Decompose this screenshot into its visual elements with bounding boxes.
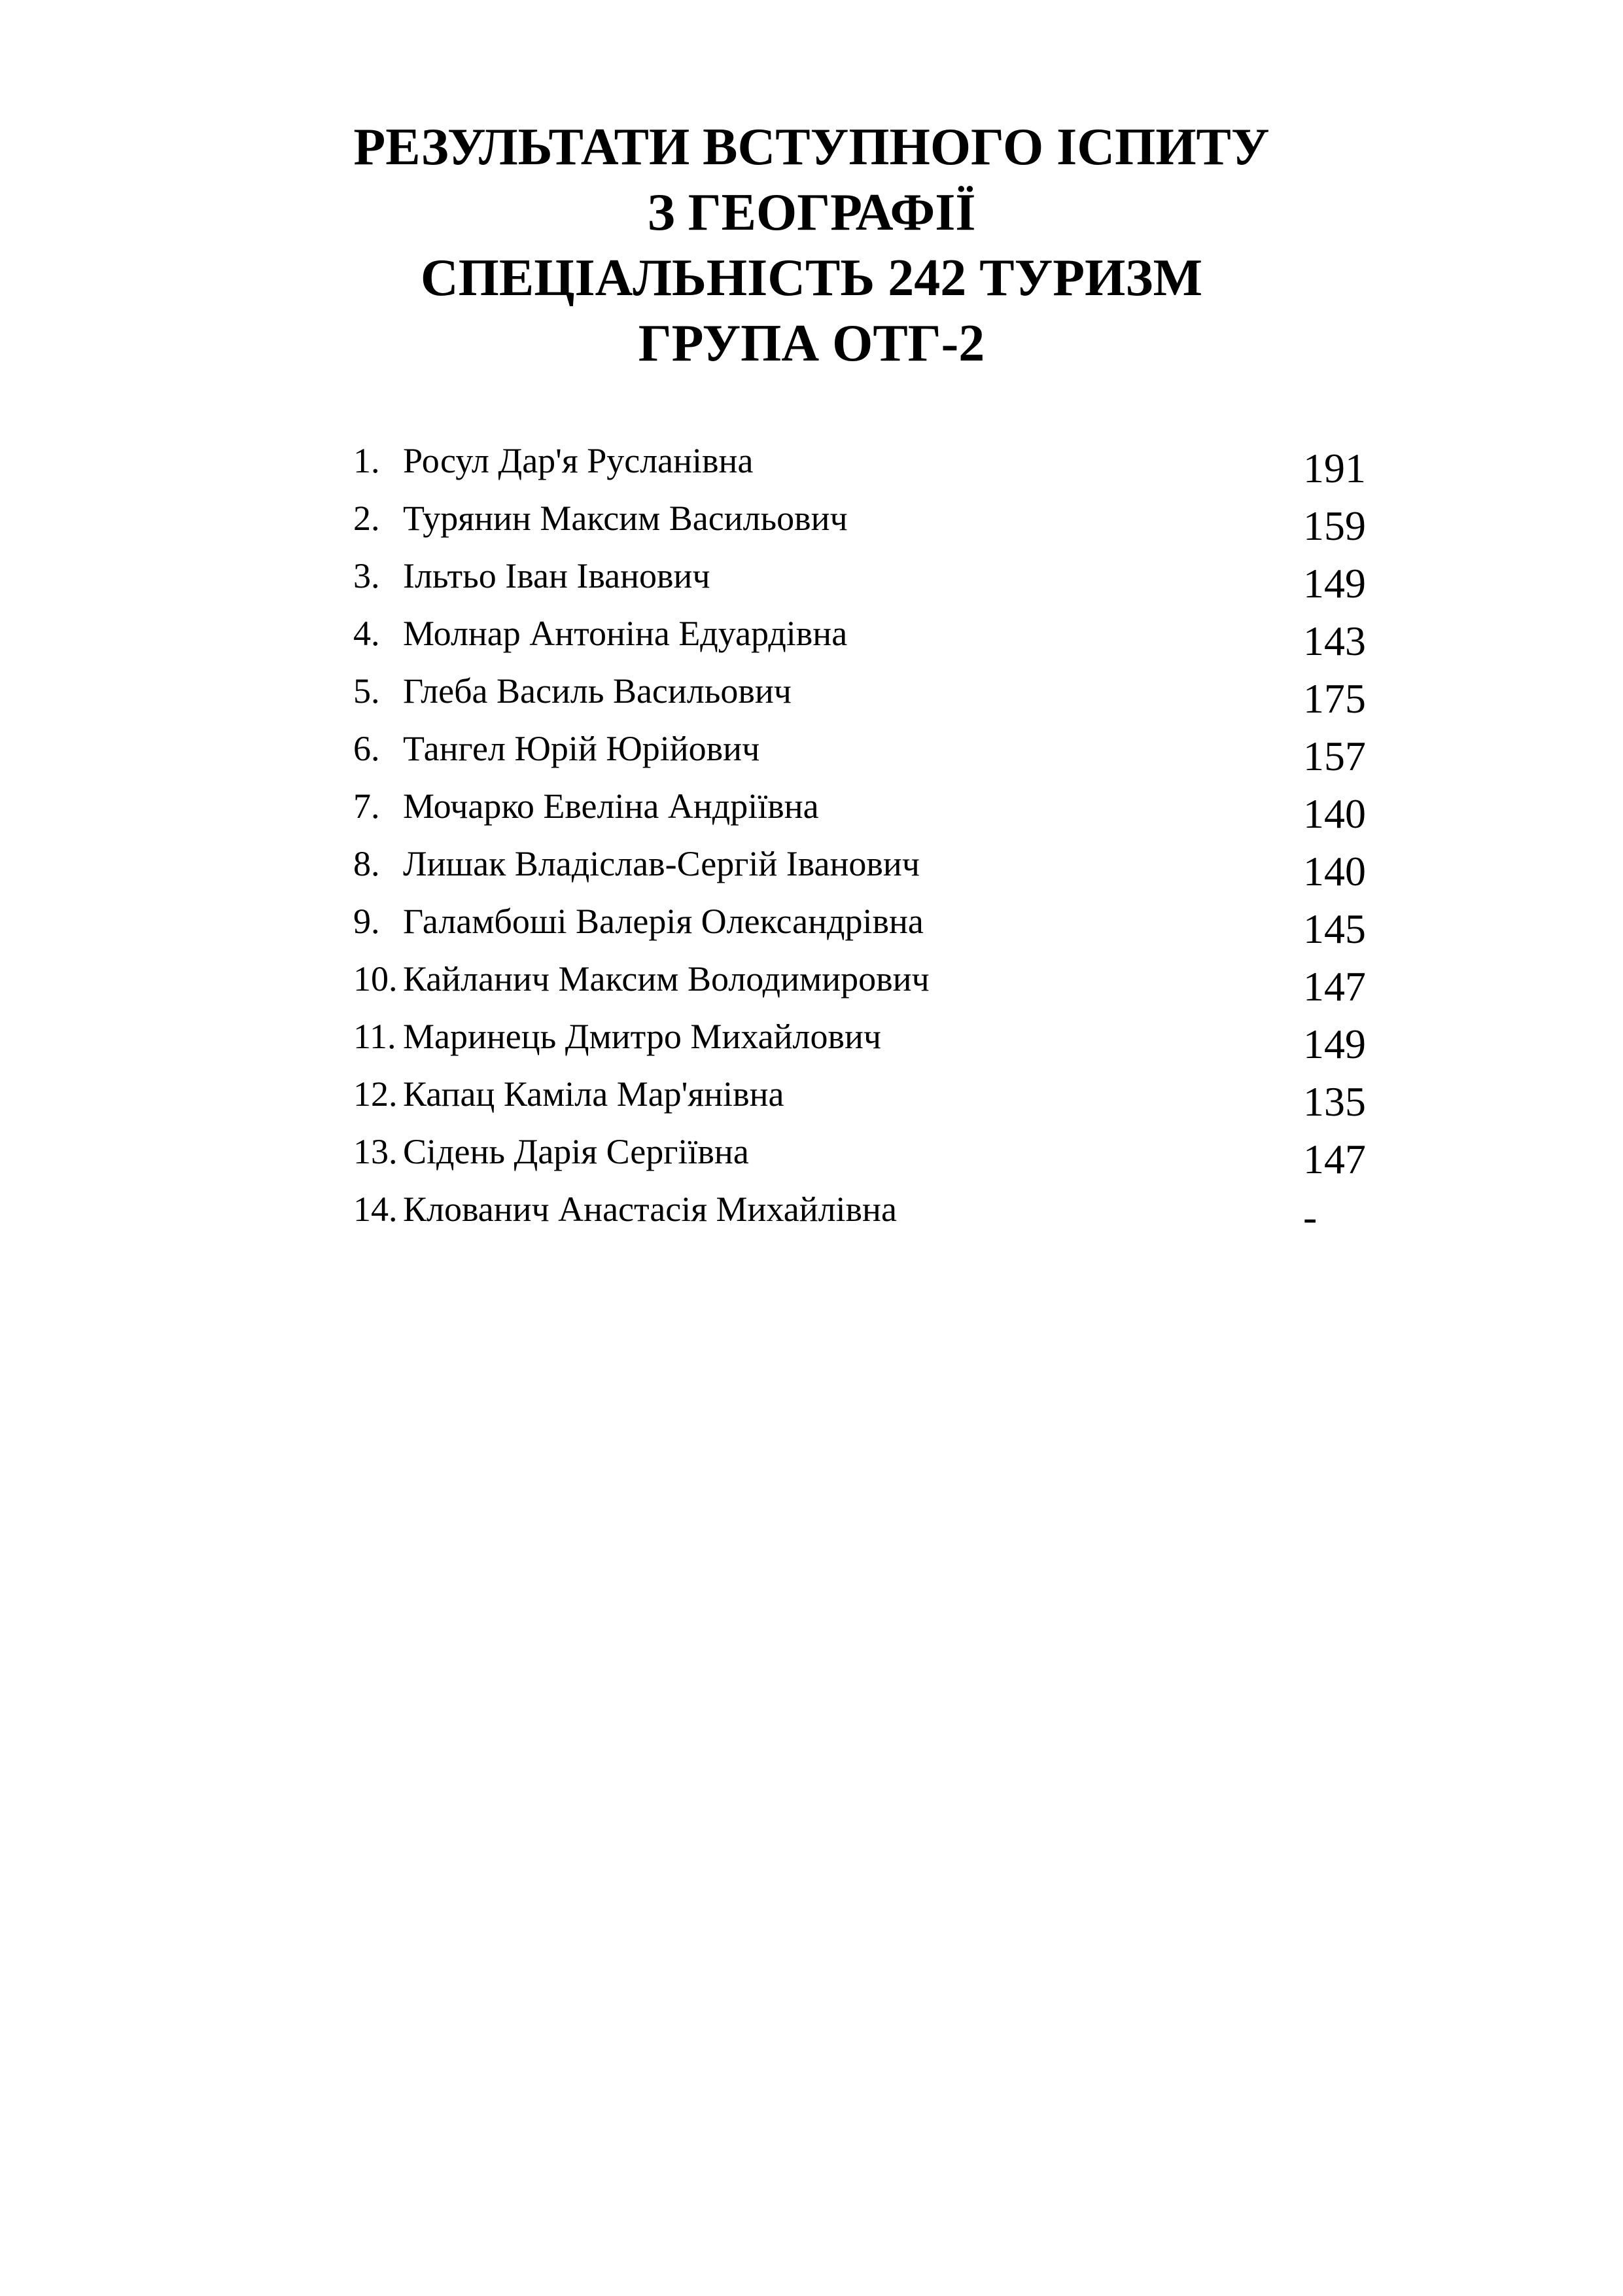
exam-score: 140 — [1303, 848, 1366, 894]
exam-score: 149 — [1303, 1021, 1366, 1067]
student-name: Кайланич Максим Володимирович — [403, 959, 930, 998]
title-line-2: З ГЕОГРАФІЇ — [647, 184, 976, 241]
result-row — [353, 835, 1374, 892]
result-row — [353, 432, 1374, 489]
student-name: Росул Дар'я Русланівна — [403, 441, 754, 480]
title-line-3: СПЕЦІАЛЬНІСТЬ 242 ТУРИЗМ — [420, 249, 1203, 307]
exam-score: 140 — [1303, 790, 1366, 837]
student-name: Мочарко Евеліна Андріївна — [403, 786, 819, 826]
row-number: 5. — [353, 671, 380, 711]
row-number: 10. — [353, 959, 398, 998]
result-row — [353, 489, 1374, 547]
row-number: 12. — [353, 1074, 398, 1114]
document-title — [0, 115, 1623, 376]
student-name: Сідень Дарія Сергіївна — [403, 1132, 749, 1171]
student-name: Маринець Дмитро Михайлович — [403, 1017, 882, 1056]
student-name: Тангел Юрій Юрійович — [403, 729, 760, 768]
exam-score: 147 — [1303, 963, 1366, 1010]
result-row — [353, 1180, 1374, 1238]
student-name: Молнар Антоніна Едуардівна — [403, 614, 848, 653]
row-number: 2. — [353, 499, 380, 538]
row-number: 11. — [353, 1017, 396, 1056]
exam-score: 143 — [1303, 618, 1366, 664]
result-row — [353, 720, 1374, 777]
student-name: Турянин Максим Васильович — [403, 499, 848, 538]
result-row — [353, 1065, 1374, 1123]
student-name: Капац Каміла Мар'янівна — [403, 1074, 784, 1114]
row-number: 14. — [353, 1190, 398, 1229]
title-line-4: ГРУПА ОТГ-2 — [638, 315, 985, 372]
result-row — [353, 605, 1374, 662]
title-line-1: РЕЗУЛЬТАТИ ВСТУПНОГО ІСПИТУ — [353, 118, 1270, 176]
student-name: Ільтьо Іван Іванович — [403, 556, 710, 595]
row-number: 9. — [353, 902, 380, 941]
exam-score: - — [1303, 1193, 1318, 1240]
exam-score: 159 — [1303, 503, 1366, 549]
student-name: Лишак Владіслав-Сергій Іванович — [403, 844, 920, 883]
row-number: 13. — [353, 1132, 398, 1171]
exam-score: 191 — [1303, 445, 1366, 491]
exam-score: 135 — [1303, 1078, 1366, 1125]
student-name: Глеба Василь Васильович — [403, 671, 792, 711]
exam-score: 145 — [1303, 906, 1366, 952]
result-row — [353, 777, 1374, 835]
result-row — [353, 950, 1374, 1008]
results-list — [353, 432, 1374, 1238]
student-name: Галамбоші Валерія Олександрівна — [403, 902, 924, 941]
row-number: 7. — [353, 786, 380, 826]
result-row — [353, 1123, 1374, 1180]
result-row — [353, 1008, 1374, 1065]
result-row — [353, 547, 1374, 605]
row-number: 8. — [353, 844, 380, 883]
student-name: Клованич Анастасія Михайлівна — [403, 1190, 897, 1229]
result-row — [353, 892, 1374, 950]
exam-score: 157 — [1303, 733, 1366, 779]
exam-score: 149 — [1303, 560, 1366, 607]
exam-score: 175 — [1303, 675, 1366, 722]
row-number: 3. — [353, 556, 380, 595]
row-number: 6. — [353, 729, 380, 768]
result-row — [353, 662, 1374, 720]
row-number: 4. — [353, 614, 380, 653]
exam-score: 147 — [1303, 1136, 1366, 1182]
row-number: 1. — [353, 441, 380, 480]
